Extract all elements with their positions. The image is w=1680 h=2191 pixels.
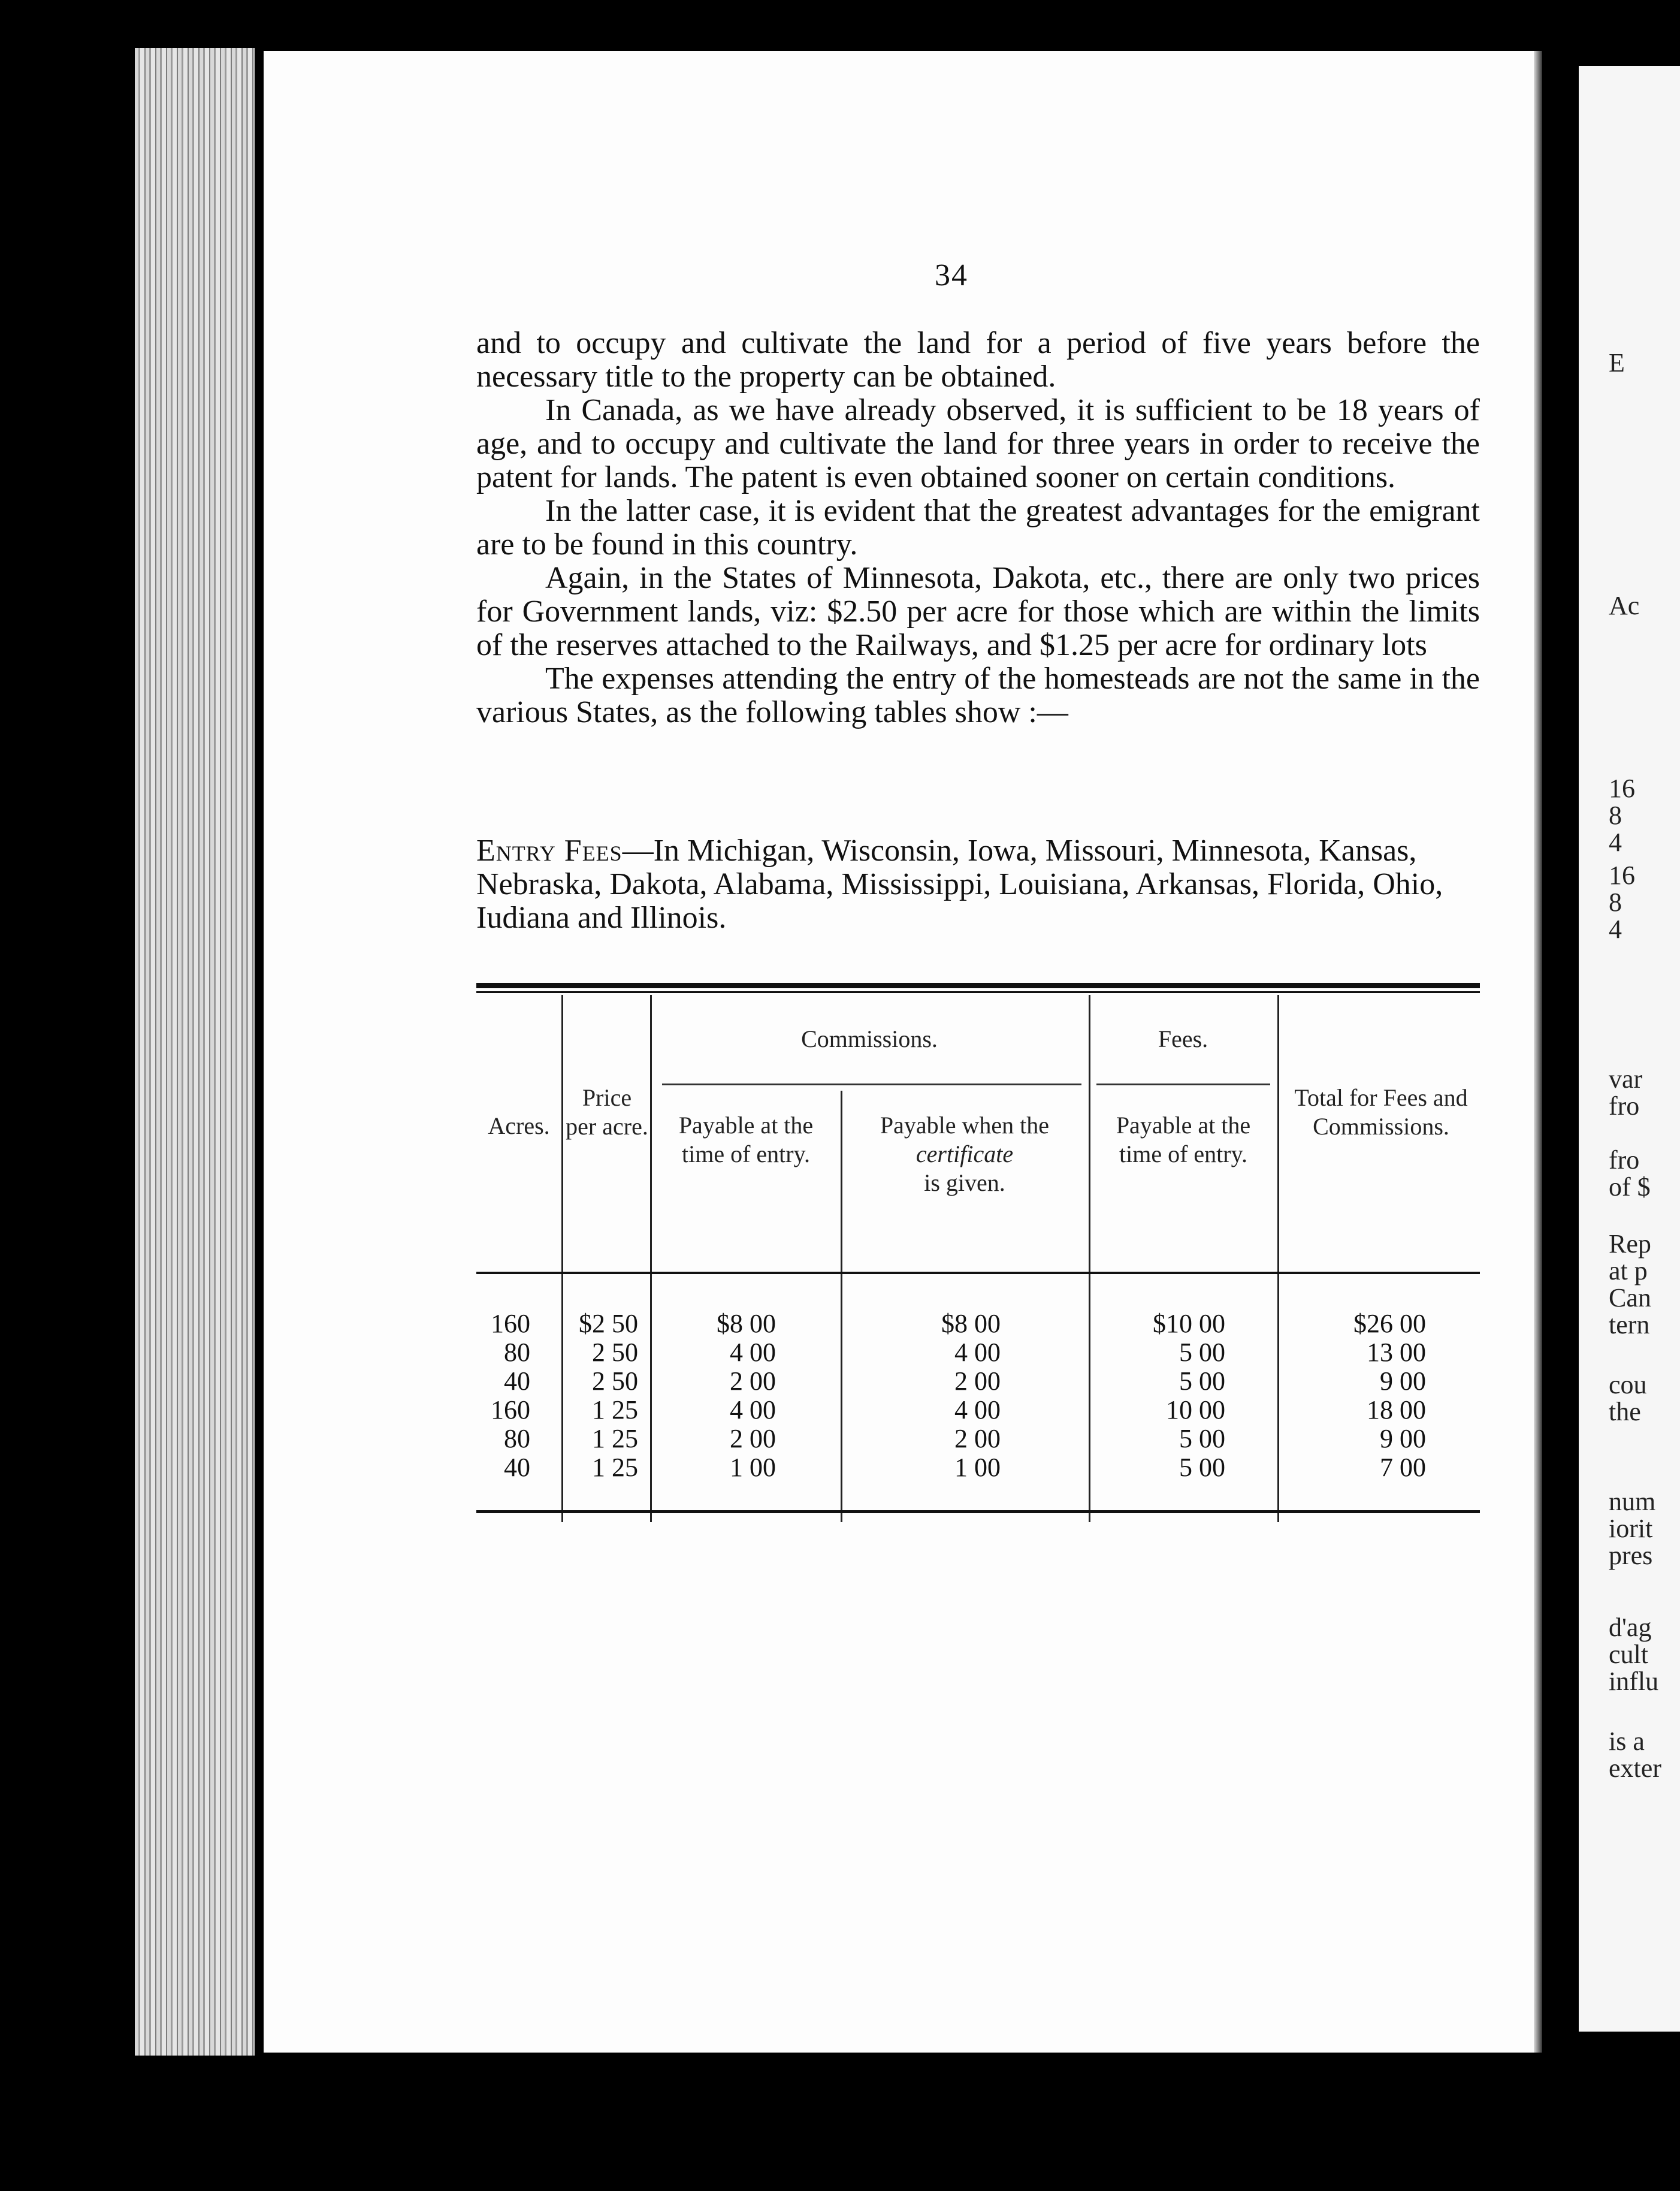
adjacent-page-fragment: 4 (1609, 915, 1622, 944)
fees-underline (1096, 1084, 1270, 1085)
table-cell-price: 2 50 (592, 1366, 638, 1396)
table-cell-acres: 40 (504, 1366, 530, 1396)
body-text (476, 327, 1480, 729)
column-divider (561, 995, 563, 1522)
paragraph: The expenses attending the entry of the homesteads are not the same in the various States, as the following tables show :— (476, 662, 1480, 729)
adjacent-page-fragment: pres (1609, 1541, 1653, 1570)
table-cell-comm-entry: 1 00 (730, 1453, 776, 1482)
adjacent-page-fragment: num (1609, 1487, 1656, 1516)
table-cell-total: 9 00 (1380, 1366, 1426, 1396)
adjacent-page-fragment: 16 (1609, 861, 1635, 890)
header-acres: Acres. (488, 1112, 550, 1139)
book-page-edges (135, 48, 255, 2056)
entry-fees-text: —In Michigan, Wisconsin, Iowa, Missouri, Minnesota, Kansas, Nebraska, Dakota, Alabama, Mississippi, Louisiana, Arkansas, Florida, Ohio, Iudiana and Illinois. (476, 834, 1443, 935)
column-total (1282, 1309, 1426, 1482)
table-cell-comm-cert: 2 00 (954, 1424, 1001, 1453)
column-divider (1089, 995, 1090, 1522)
table-cell-comm-entry: 2 00 (730, 1424, 776, 1453)
table-cell-acres: 160 (491, 1309, 530, 1338)
paragraph: Again, in the States of Minnesota, Dakota, etc., there are only two prices for Government lands, viz: $2.50 per acre for those which are within the limits of the reserves attached to the Railways, and $1.25 per acre for ordinary lots (476, 561, 1480, 662)
table-cell-acres: 80 (504, 1338, 530, 1367)
table-cell-comm-cert: 4 00 (954, 1338, 1001, 1367)
table-cell-fees: 10 00 (1166, 1395, 1225, 1425)
header-price: Price per acre. (566, 1084, 648, 1140)
column-divider (650, 995, 652, 1522)
adjacent-page-fragment: fro (1609, 1091, 1640, 1121)
table-cell-comm-cert: 1 00 (954, 1453, 1001, 1482)
adjacent-page-fragment: fro (1609, 1145, 1640, 1175)
table-cell-price: 2 50 (592, 1338, 638, 1367)
adjacent-page-fragment: exter (1609, 1754, 1661, 1783)
adjacent-page (1579, 66, 1680, 2032)
header-total: Total for Fees and Commissions. (1294, 1084, 1468, 1140)
header-cert-em: certificate (915, 1140, 1014, 1167)
header-commission-entry: Payable at the time of entry. (678, 1112, 814, 1167)
table-cell-fees: 5 00 (1179, 1453, 1225, 1482)
adjacent-page-fragment: d'ag (1609, 1613, 1652, 1642)
table-cell-fees: 5 00 (1179, 1424, 1225, 1453)
adjacent-page-fragment: of $ (1609, 1172, 1651, 1202)
table-cell-price: 1 25 (592, 1453, 638, 1482)
adjacent-page-fragment: var (1609, 1064, 1643, 1094)
adjacent-page-fragment: cult (1609, 1640, 1648, 1669)
column-fees (1093, 1309, 1225, 1482)
table-cell-acres: 40 (504, 1453, 530, 1482)
header-bottom-rule (476, 1272, 1480, 1274)
table-cell-comm-cert: 4 00 (954, 1395, 1001, 1425)
column-commission-certificate (845, 1309, 1001, 1482)
adjacent-page-fragment: Ac (1609, 591, 1640, 620)
table-cell-comm-entry: 2 00 (730, 1366, 776, 1396)
column-price (565, 1309, 638, 1482)
table-cell-total: 9 00 (1380, 1424, 1426, 1453)
table-cell-fees: 5 00 (1179, 1338, 1225, 1367)
page-gutter-shadow (1534, 51, 1542, 2053)
table-top-rule (476, 983, 1480, 988)
table-cell-comm-cert: $8 00 (941, 1309, 1001, 1338)
header-commission-certificate (845, 1111, 1084, 1197)
table-top-rule-thin (476, 991, 1480, 993)
table-cell-fees: 5 00 (1179, 1366, 1225, 1396)
adjacent-page-fragment: 16 (1609, 774, 1635, 803)
entry-fees-heading: Entry Fees (476, 834, 623, 868)
adjacent-page-fragment: 4 (1609, 828, 1622, 857)
table-cell-comm-entry: $8 00 (717, 1309, 776, 1338)
column-commission-entry (656, 1309, 776, 1482)
adjacent-page-fragment: tern (1609, 1310, 1650, 1339)
commissions-underline (662, 1084, 1081, 1085)
table-cell-acres: 160 (491, 1395, 530, 1425)
header-cert-pre: Payable when the (880, 1112, 1050, 1139)
paragraph: In Canada, as we have already observed, it is sufficient to be 18 years of age, and to occupy and cultivate the land for three years in order to receive the patent for lands. The patent is even obtained sooner on certain conditions. (476, 393, 1480, 494)
table-cell-comm-cert: 2 00 (954, 1366, 1001, 1396)
table-cell-total: 7 00 (1380, 1453, 1426, 1482)
adjacent-page-fragment: iorit (1609, 1514, 1653, 1543)
header-fees: Fees. (1158, 1025, 1208, 1052)
adjacent-page-fragment: Can (1609, 1283, 1651, 1312)
fees-table (476, 983, 1480, 1522)
table-cell-total: 18 00 (1367, 1395, 1426, 1425)
adjacent-page-fragment: the (1609, 1397, 1641, 1426)
column-divider (1277, 995, 1279, 1522)
table-cell-total: 13 00 (1367, 1338, 1426, 1367)
column-divider (841, 1091, 842, 1522)
entry-fees-paragraph (476, 834, 1480, 935)
page-number: 34 (935, 258, 968, 292)
adjacent-page-fragment: at p (1609, 1256, 1648, 1285)
adjacent-page-fragment: influ (1609, 1667, 1659, 1696)
header-fees-entry: Payable at the time of entry. (1116, 1112, 1251, 1167)
table-cell-fees: $10 00 (1153, 1309, 1225, 1338)
table-cell-price: 1 25 (592, 1395, 638, 1425)
table-cell-price: $2 50 (579, 1309, 638, 1338)
paragraph: and to occupy and cultivate the land for a period of five years before the necessary title to the property can be obtained. (476, 326, 1480, 394)
adjacent-page-fragment: 8 (1609, 888, 1622, 917)
table-cell-total: $26 00 (1353, 1309, 1426, 1338)
adjacent-page-fragment: is a (1609, 1727, 1645, 1756)
adjacent-page-fragment: cou (1609, 1370, 1647, 1399)
adjacent-page-fragment: 8 (1609, 801, 1622, 830)
paragraph: In the latter case, it is evident that the greatest advantages for the emigrant are to be found in this country. (476, 494, 1480, 562)
table-cell-comm-entry: 4 00 (730, 1338, 776, 1367)
table-cell-acres: 80 (504, 1424, 530, 1453)
adjacent-page-fragment: E (1609, 348, 1625, 378)
table-bottom-rule (476, 1510, 1480, 1513)
adjacent-page-fragment: Rep (1609, 1229, 1651, 1259)
table-cell-price: 1 25 (592, 1424, 638, 1453)
table-cell-comm-entry: 4 00 (730, 1395, 776, 1425)
column-acres (476, 1309, 530, 1482)
header-commissions: Commissions. (801, 1025, 938, 1052)
header-cert-post: is given. (924, 1169, 1005, 1196)
